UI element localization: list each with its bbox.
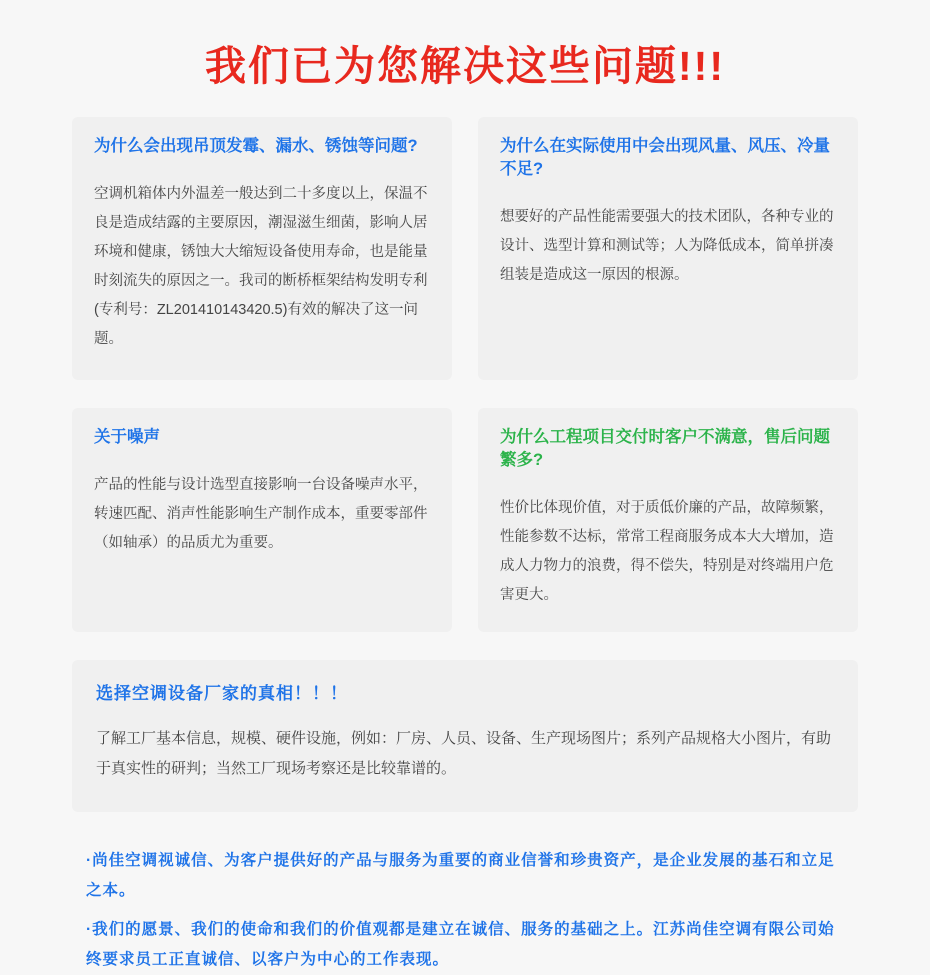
faq-card-body: 产品的性能与设计选型直接影响一台设备噪声水平，转速匹配、消声性能影响生产制作成本，重要零部件（如轴承）的品质尤为重要。 bbox=[94, 477, 428, 552]
faq-card-heading: 关于噪声 bbox=[94, 428, 160, 447]
faq-card-heading: 为什么在实际使用中会出现风量、风压、冷量不足? bbox=[500, 137, 830, 179]
faq-card-condensation bbox=[72, 117, 452, 380]
faq-card-aftersales bbox=[478, 408, 858, 632]
faq-card-heading: 为什么工程项目交付时客户不满意，售后问题繁多? bbox=[500, 428, 830, 470]
footer-statement-vision: ·我们的愿景、我们的使命和我们的价值观都是建立在诚信、服务的基础之上。江苏尚佳空调有限公司始终要求员工正直诚信、以客户为中心的工作表现。 bbox=[86, 920, 835, 968]
faq-card-heading: 为什么会出现吊顶发霉、漏水、锈蚀等问题? bbox=[94, 137, 418, 156]
footer-statements bbox=[72, 834, 858, 975]
faq-card-body: 性价比体现价值，对于质低价廉的产品，故障频繁，性能参数不达标，常常工程商服务成本大大增加，造成人力物力的浪费，得不偿失，特别是对终端用户危害更大。 bbox=[500, 500, 834, 604]
faq-card-noise bbox=[72, 408, 452, 632]
faq-card-airflow bbox=[478, 117, 858, 380]
manufacturer-truth-card bbox=[72, 660, 858, 812]
manufacturer-truth-heading: 选择空调设备厂家的真相！！！ bbox=[96, 684, 348, 704]
page-title: 我们已为您解决这些问题!!! bbox=[205, 43, 725, 89]
faq-card-body: 空调机箱体内外温差一般达到二十多度以上，保温不良是造成结露的主要原因，潮湿滋生细菌，影响人居环境和健康，锈蚀大大缩短设备使用寿命，也是能量时刻流失的原因之一。我司的断桥框架结构发明专利(专利号：ZL201410143420.5)有效的解决了这一问题。 bbox=[94, 186, 428, 348]
faq-card-grid bbox=[72, 117, 858, 660]
footer-statement-integrity: ·尚佳空调视诚信、为客户提供好的产品与服务为重要的商业信誉和珍贵资产，是企业发展的基石和立足之本。 bbox=[86, 852, 835, 900]
faq-card-body: 想要好的产品性能需要强大的技术团队，各种专业的设计、选型计算和测试等；人为降低成本，简单拼凑组装是造成这一原因的根源。 bbox=[500, 209, 834, 284]
manufacturer-truth-body: 了解工厂基本信息，规模、硬件设施，例如：厂房、人员、设备、生产现场图片；系列产品规格大小图片，有助于真实性的研判；当然工厂现场考察还是比较靠谱的。 bbox=[96, 730, 832, 778]
